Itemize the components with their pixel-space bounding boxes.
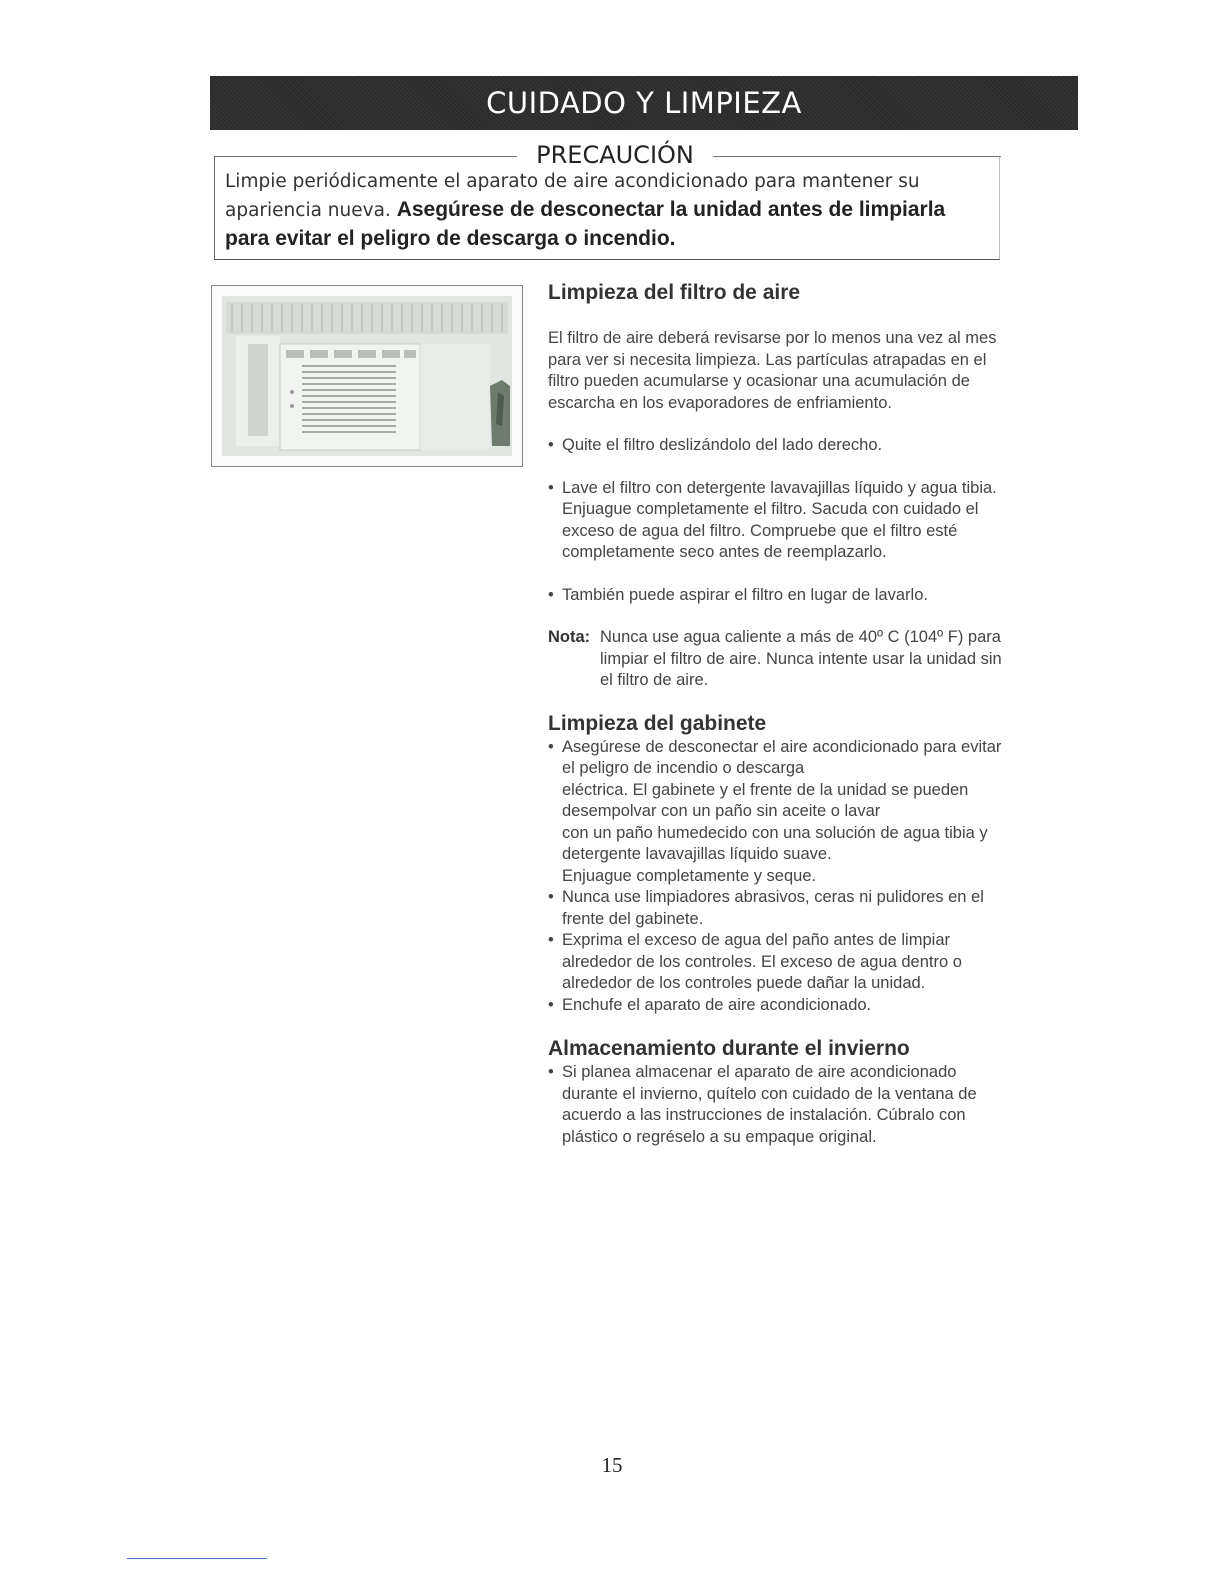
filter-bullet-wash (548, 478, 1068, 564)
bullet-glyph: • (548, 888, 554, 906)
bullet-line: Enjuague completamente el filtro. Sacuda con cuidado el (562, 500, 979, 518)
bullet-line: eléctrica. El gabinete y el frente de la unidad se pueden (562, 780, 969, 799)
bullet-line: frente del gabinete. (562, 909, 704, 928)
bullet-glyph: • (548, 585, 554, 604)
bullet-line: alrededor de los controles puede dañar la unidad. (562, 974, 926, 992)
bullet-glyph: • (548, 995, 554, 1014)
bullet-glyph: • (548, 478, 554, 497)
bullet-line: alrededor de los controles. El exceso de agua dentro o (562, 952, 962, 971)
bullet-line: durante el invierno, quítelo con cuidado de la ventana de (562, 1084, 977, 1103)
note-label: Nota: (548, 628, 591, 646)
filter-note (548, 627, 1068, 692)
bullet-glyph: • (548, 436, 554, 454)
section-banner: CUIDADO Y LIMPIEZA (210, 76, 1078, 130)
caution-title: PRECAUCIÓN (536, 141, 694, 169)
bullet-line: Nunca use limpiadores abrasivos, ceras ni pulidores en el (562, 888, 984, 906)
filter-heading: Limpieza del filtro de aire (548, 281, 801, 304)
filter-intro (548, 328, 1068, 414)
bullet-line: plástico o regréselo a su empaque original. (562, 1127, 877, 1146)
cabinet-bullet-plug (548, 995, 1068, 1017)
filter-bullet-remove (548, 435, 1068, 457)
bullet-glyph: • (548, 737, 554, 756)
note-line: Nunca use agua caliente a más de 40º C (104º F) para (600, 628, 1001, 646)
cabinet-bullet-disconnect (548, 737, 1068, 888)
bullet-line: exceso de agua del filtro. Compruebe que el filtro esté (562, 521, 958, 540)
bullet-line: completamente seco antes de reemplazarlo. (562, 543, 887, 561)
bullet-line: con un paño humedecido con una solución de agua tibia y (562, 823, 988, 842)
winter-bullet-storage (548, 1062, 1068, 1148)
bullet-line: Enchufe el aparato de aire acondicionado. (562, 995, 872, 1014)
footer-rule (127, 1558, 267, 1559)
bullet-line: detergente lavavajillas líquido suave. (562, 845, 832, 863)
note-line: limpiar el filtro de aire. Nunca intente usar la unidad sin (600, 649, 1002, 668)
air-conditioner-photo (211, 285, 523, 467)
bullet-glyph: • (548, 1063, 554, 1081)
cabinet-bullet-wring (548, 930, 1068, 995)
filter-intro-line: El filtro de aire deberá revisarse por lo menos una vez al mes (548, 329, 997, 347)
filter-intro-line: filtro pueden acumularse y ocasionar una acumulación de (548, 372, 970, 390)
caution-text (225, 168, 995, 254)
bullet-line: También puede aspirar el filtro en lugar de lavarlo. (562, 585, 928, 604)
bullet-line: el peligro de incendio o descarga (562, 759, 805, 777)
bullet-line: desempolvar con un paño sin aceite o lavar (562, 802, 881, 820)
bullet-line: Enjuague completamente y seque. (562, 866, 817, 885)
note-line: el filtro de aire. (600, 671, 709, 689)
caution-rule-right (713, 156, 1001, 157)
caution-normal-text: Limpie periódicamente el aparato de aire acondicionado para mantener su apariencia nueva. (225, 171, 920, 221)
winter-heading: Almacenamiento durante el invierno (548, 1037, 910, 1060)
bullet-line: Quite el filtro deslizándolo del lado derecho. (562, 436, 883, 454)
bullet-line: Si planea almacenar el aparato de aire acondicionado (562, 1063, 957, 1081)
filter-intro-line: escarcha en los evaporadores de enfriamiento. (548, 393, 892, 412)
caution-box (214, 141, 1000, 260)
bullet-line: acuerdo a las instrucciones de instalación. Cúbralo con (562, 1106, 966, 1124)
bullet-glyph: • (548, 931, 554, 949)
bullet-line: Asegúrese de desconectar el aire acondicionado para evitar (562, 737, 1002, 756)
main-content (548, 280, 1068, 1148)
bullet-line: Lave el filtro con detergente lavavajillas líquido y agua tibia. (562, 478, 997, 497)
caution-rule-left (215, 156, 517, 157)
bullet-line: Exprima el exceso de agua del paño antes de limpiar (562, 931, 950, 949)
air-conditioner-illustration (222, 296, 512, 456)
cabinet-heading: Limpieza del gabinete (548, 711, 767, 735)
filter-intro-line: para ver si necesita limpieza. Las partículas atrapadas en el (548, 350, 987, 369)
page-number: 15 (601, 1453, 623, 1477)
caution-bold-text: Asegúrese de desconectar la unidad antes de limpiarla para evitar el peligro de descarga o incendio. (225, 198, 946, 250)
filter-bullet-vacuum (548, 585, 1068, 607)
cabinet-bullet-abrasives (548, 887, 1068, 930)
